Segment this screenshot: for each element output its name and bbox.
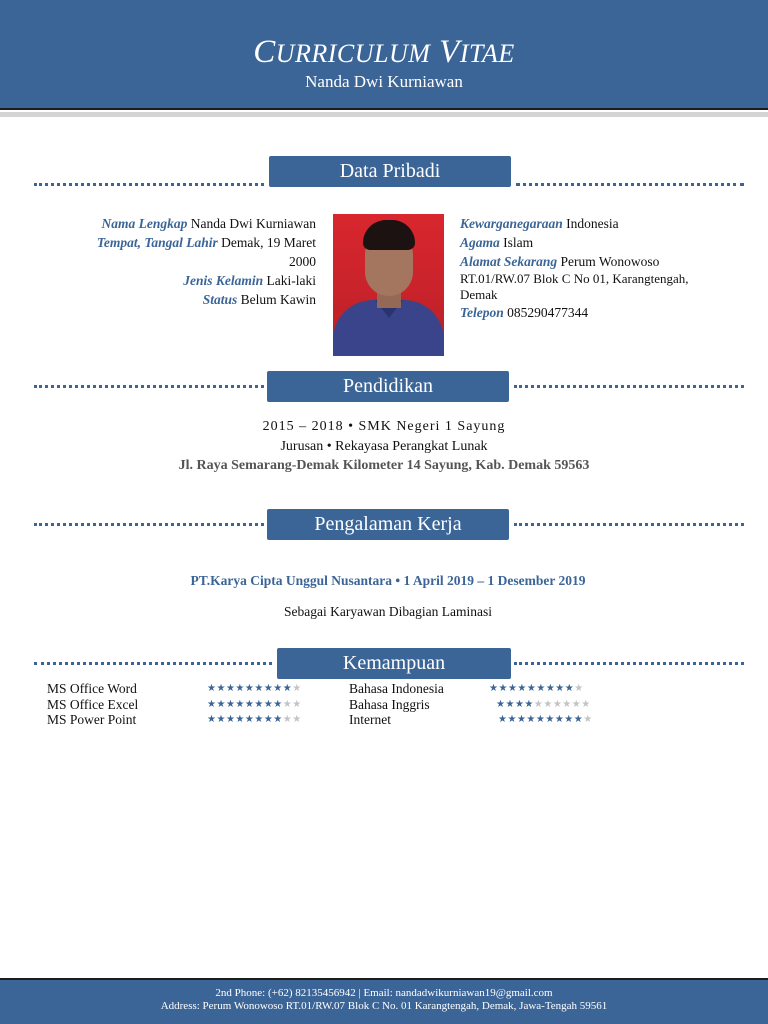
work-company-period: PT.Karya Cipta Unggul Nusantara • 1 April 2019 – 1 Desember 2019 [190, 573, 586, 588]
star-filled-icon: ★ [263, 683, 274, 694]
star-filled-icon: ★ [516, 714, 527, 725]
skill-rating-stars [207, 681, 302, 697]
star-filled-icon: ★ [207, 714, 217, 725]
star-empty-icon: ★ [574, 683, 584, 694]
dotted-divider [34, 183, 264, 186]
dotted-divider [34, 385, 264, 388]
star-filled-icon: ★ [254, 683, 264, 694]
skill-name: Bahasa Indonesia [349, 681, 444, 696]
star-filled-icon: ★ [207, 683, 217, 694]
star-filled-icon: ★ [263, 699, 274, 710]
profile-photo [333, 214, 444, 356]
info-row-address-detail: RT.01/RW.07 Blok C No 01, Karangtengah, [460, 271, 689, 286]
star-filled-icon: ★ [207, 699, 217, 710]
education-period-school: 2015 – 2018 • SMK Negeri 1 Sayung [262, 419, 506, 434]
star-filled-icon: ★ [225, 699, 236, 710]
star-empty-icon: ★ [562, 699, 572, 710]
skill-rating-stars [207, 712, 302, 728]
education-address: Jl. Raya Semarang-Demak Kilometer 14 Sayung, Kab. Demak 59563 [178, 458, 590, 473]
star-filled-icon: ★ [498, 683, 508, 694]
star-filled-icon: ★ [573, 714, 584, 725]
skill-name: Bahasa Inggris [349, 697, 430, 712]
star-empty-icon: ★ [282, 699, 293, 710]
star-empty-icon: ★ [581, 699, 591, 710]
skill-rating-stars [207, 697, 302, 713]
star-filled-icon: ★ [526, 683, 537, 694]
info-row-name: Nama Lengkap Nanda Dwi Kurniawan [101, 216, 316, 231]
page-subtitle: Nanda Dwi Kurniawan [305, 72, 463, 91]
star-filled-icon: ★ [555, 683, 565, 694]
star-empty-icon: ★ [552, 699, 563, 710]
star-filled-icon: ★ [273, 699, 283, 710]
star-filled-icon: ★ [517, 683, 527, 694]
section-title-personal: Data Pribadi [269, 156, 511, 187]
section-title-skills: Kemampuan [277, 648, 511, 679]
footer-contact [0, 978, 768, 1024]
star-empty-icon: ★ [282, 714, 293, 725]
star-empty-icon: ★ [533, 699, 544, 710]
skill-name: MS Office Word [47, 681, 137, 696]
personal-info-right [460, 214, 730, 322]
star-filled-icon: ★ [216, 683, 226, 694]
star-filled-icon: ★ [507, 683, 518, 694]
star-filled-icon: ★ [535, 714, 546, 725]
dotted-divider [34, 523, 264, 526]
star-filled-icon: ★ [554, 714, 565, 725]
dotted-divider [514, 385, 744, 388]
star-filled-icon: ★ [235, 683, 245, 694]
page-title: CURRICULUM VITAE [253, 34, 515, 70]
dotted-divider [516, 183, 744, 186]
star-filled-icon: ★ [498, 714, 508, 725]
star-filled-icon: ★ [225, 683, 236, 694]
info-row-birth: Tempat, Tangal Lahir Demak, 19 Maret [96, 235, 316, 250]
star-filled-icon: ★ [273, 683, 283, 694]
star-filled-icon: ★ [564, 683, 575, 694]
star-empty-icon: ★ [571, 699, 582, 710]
info-row-status: Status Belum Kawin [202, 292, 316, 307]
star-filled-icon: ★ [496, 699, 506, 710]
star-filled-icon: ★ [514, 699, 525, 710]
footer-phone-email: 2nd Phone: (+62) 82135456942 | Email: nandadwikurniawan19@gmail.com [215, 987, 553, 999]
star-empty-icon: ★ [292, 683, 302, 694]
star-filled-icon: ★ [216, 714, 226, 725]
star-filled-icon: ★ [526, 714, 536, 725]
header-divider [0, 112, 768, 117]
dotted-divider [514, 523, 744, 526]
star-filled-icon: ★ [225, 714, 236, 725]
star-filled-icon: ★ [263, 714, 274, 725]
section-title-education: Pendidikan [267, 371, 509, 402]
info-row-religion: Agama Islam [460, 235, 534, 250]
star-filled-icon: ★ [282, 683, 293, 694]
personal-info-left [34, 214, 316, 309]
star-filled-icon: ★ [273, 714, 283, 725]
star-filled-icon: ★ [505, 699, 515, 710]
star-filled-icon: ★ [216, 699, 226, 710]
star-filled-icon: ★ [489, 683, 499, 694]
star-empty-icon: ★ [292, 699, 302, 710]
star-filled-icon: ★ [536, 683, 546, 694]
star-filled-icon: ★ [524, 699, 534, 710]
info-row-address: Alamat Sekarang Perum Wonowoso [460, 254, 660, 269]
header-banner [0, 0, 768, 110]
education-major: Jurusan • Rekayasa Perangkat Lunak [280, 439, 488, 454]
star-empty-icon: ★ [543, 699, 553, 710]
skill-name: Internet [349, 712, 391, 727]
star-empty-icon: ★ [583, 714, 593, 725]
skill-name: MS Power Point [47, 712, 137, 727]
star-filled-icon: ★ [244, 683, 255, 694]
dotted-divider [34, 662, 272, 665]
work-role: Sebagai Karyawan Dibagian Laminasi [283, 604, 493, 619]
star-filled-icon: ★ [235, 699, 245, 710]
skill-rating-stars [496, 697, 591, 713]
star-filled-icon: ★ [564, 714, 574, 725]
info-row-phone: Telepon 085290477344 [460, 305, 589, 320]
skill-name: MS Office Excel [47, 697, 139, 712]
info-row-citizenship: Kewarganegaraan Indonesia [460, 216, 619, 231]
star-filled-icon: ★ [254, 699, 264, 710]
star-filled-icon: ★ [244, 699, 255, 710]
star-filled-icon: ★ [545, 714, 555, 725]
info-row-address-city: Demak [460, 287, 498, 302]
star-filled-icon: ★ [545, 683, 556, 694]
skill-rating-stars [489, 681, 584, 697]
info-row-gender: Jenis Kelamin Laki-laki [183, 273, 316, 288]
info-row-birth-year: 2000 [289, 254, 316, 269]
star-filled-icon: ★ [235, 714, 245, 725]
star-empty-icon: ★ [292, 714, 302, 725]
skill-rating-stars [498, 712, 593, 728]
star-filled-icon: ★ [507, 714, 517, 725]
star-filled-icon: ★ [244, 714, 255, 725]
dotted-divider [514, 662, 744, 665]
footer-address: Address: Perum Wonowoso RT.01/RW.07 Blok C No. 01 Karangtengah, Demak, Jawa-Tengah 59561 [160, 1000, 608, 1012]
star-filled-icon: ★ [254, 714, 264, 725]
section-title-work: Pengalaman Kerja [267, 509, 509, 540]
